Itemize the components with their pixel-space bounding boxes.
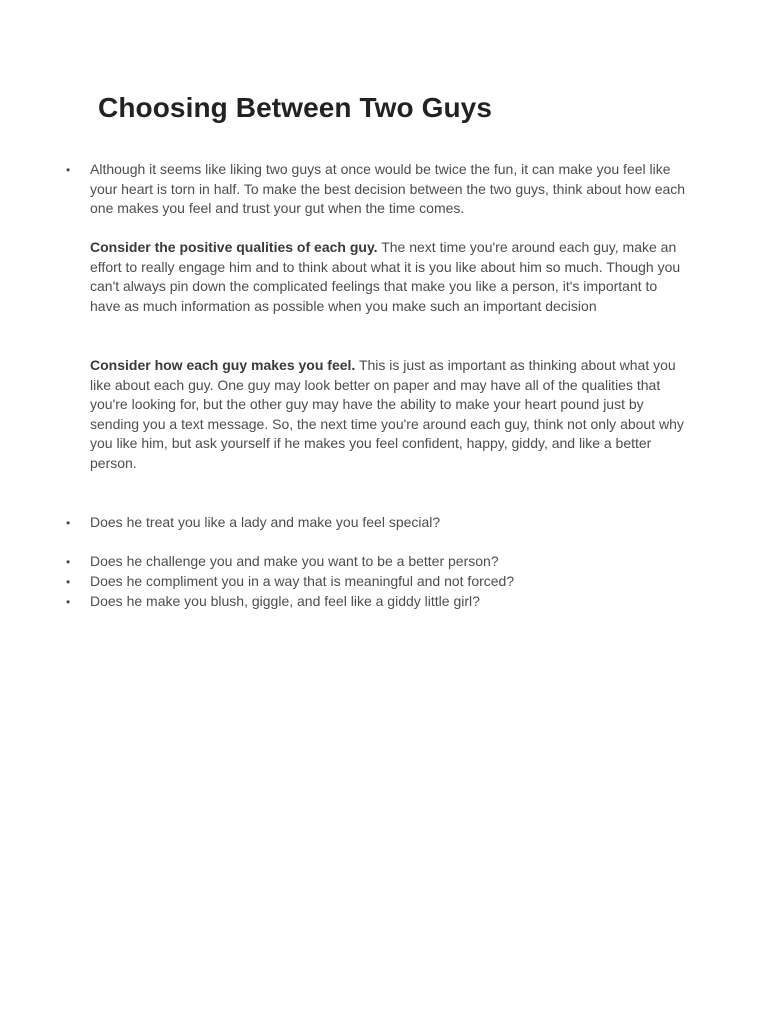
bullet-marker: • [66, 555, 71, 569]
section-heading: Consider the positive qualities of each guy. [90, 239, 378, 255]
list-item: Does he compliment you in a way that is meaningful and not forced? [90, 573, 515, 589]
section-positive-qualities [90, 238, 690, 316]
section-heading: Consider how each guy makes you feel. [90, 357, 356, 373]
bullet-marker: • [66, 163, 71, 177]
list-item: Does he make you blush, giggle, and feel like a giddy little girl? [90, 593, 480, 609]
section-body: The next time you're around each guy, make an effort to really engage him and to think about what it is you like about him so much. Though you can't always pin down the complicated feelings that make you like a person, it's important to have as much information as possible when you make such an important decision [90, 239, 681, 314]
bullet-marker: • [66, 575, 71, 589]
page-title: Choosing Between Two Guys [98, 92, 493, 123]
list-item: Does he challenge you and make you want to be a better person? [90, 553, 499, 569]
intro-paragraph: Although it seems like liking two guys at once would be twice the fun, it can make you feel like your heart is torn in half. To make the best decision between the two guys, think about how each one makes you feel and trust your gut when the time comes. [90, 161, 686, 217]
bullet-marker: • [66, 595, 71, 609]
list-item: Does he treat you like a lady and make you feel special? [90, 514, 441, 530]
section-how-he-makes-you-feel [90, 356, 690, 474]
section-body: This is just as important as thinking about what you like about each guy. One guy may look better on paper and may have all of the qualities that you're looking for, but the other guy may have the ability to make your heart pound just by sending you a text message. So, the next time you're around each guy, think not only about why you like him, but ask yourself if he makes you feel confident, happy, giddy, and like a better person. [90, 357, 684, 471]
bullet-marker: • [66, 516, 71, 530]
